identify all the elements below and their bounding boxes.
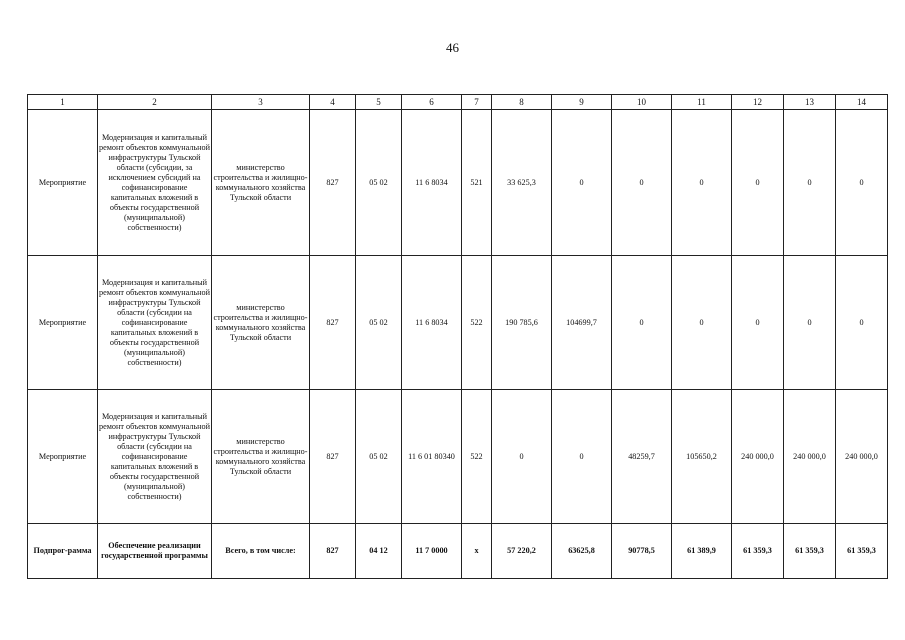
row-executor-cell: министерство строительства и жилищно-коммунального хозяйства Тульской области xyxy=(212,110,310,256)
column-header: 14 xyxy=(836,95,888,110)
column-header: 4 xyxy=(310,95,356,110)
total-type-cell: Подпрог-рамма xyxy=(28,524,98,579)
row-value-cell: 190 785,6 xyxy=(492,256,552,390)
row-type-cell: Мероприятие xyxy=(28,390,98,524)
row-value-cell: 0 xyxy=(836,110,888,256)
row-value-cell: 0 xyxy=(612,110,672,256)
column-header: 1 xyxy=(28,95,98,110)
total-executor-cell: Всего, в том числе: xyxy=(212,524,310,579)
total-grbs-cell: 827 xyxy=(310,524,356,579)
total-value-cell: 57 220,2 xyxy=(492,524,552,579)
row-executor-cell: министерство строительства и жилищно-коммунального хозяйства Тульской области xyxy=(212,390,310,524)
total-rzpr-cell: 04 12 xyxy=(356,524,402,579)
row-value-cell: 0 xyxy=(492,390,552,524)
row-value-cell: 33 625,3 xyxy=(492,110,552,256)
column-header: 10 xyxy=(612,95,672,110)
row-grbs-cell: 827 xyxy=(310,390,356,524)
row-vr-cell: 522 xyxy=(462,390,492,524)
row-value-cell: 0 xyxy=(784,256,836,390)
row-name-cell: Модернизация и капитальный ремонт объектов коммунальной инфраструктуры Тульской области (субсидии, за исключением субсидий на софинансирование капитальных вложений в объекты государственной (муниципальной) собственности) xyxy=(98,110,212,256)
column-header: 12 xyxy=(732,95,784,110)
row-rzpr-cell: 05 02 xyxy=(356,256,402,390)
row-value-cell: 105650,2 xyxy=(672,390,732,524)
row-rzpr-cell: 05 02 xyxy=(356,110,402,256)
row-value-cell: 240 000,0 xyxy=(784,390,836,524)
row-type-cell: Мероприятие xyxy=(28,110,98,256)
row-value-cell: 0 xyxy=(672,256,732,390)
total-vr-cell: х xyxy=(462,524,492,579)
total-value-cell: 90778,5 xyxy=(612,524,672,579)
page-number: 46 xyxy=(446,40,459,55)
table-row xyxy=(28,110,888,256)
table-row xyxy=(28,390,888,524)
row-value-cell: 0 xyxy=(784,110,836,256)
table-header-row xyxy=(28,95,888,110)
total-value-cell: 61 359,3 xyxy=(836,524,888,579)
total-value-cell: 61 389,9 xyxy=(672,524,732,579)
row-csr-cell: 11 6 8034 xyxy=(402,256,462,390)
row-vr-cell: 521 xyxy=(462,110,492,256)
column-header: 8 xyxy=(492,95,552,110)
column-header: 3 xyxy=(212,95,310,110)
row-value-cell: 0 xyxy=(836,256,888,390)
row-csr-cell: 11 6 01 80340 xyxy=(402,390,462,524)
column-header: 7 xyxy=(462,95,492,110)
row-grbs-cell: 827 xyxy=(310,110,356,256)
row-value-cell: 0 xyxy=(732,110,784,256)
total-value-cell: 63625,8 xyxy=(552,524,612,579)
row-csr-cell: 11 6 8034 xyxy=(402,110,462,256)
column-header: 5 xyxy=(356,95,402,110)
row-value-cell: 104699,7 xyxy=(552,256,612,390)
row-value-cell: 0 xyxy=(732,256,784,390)
column-header: 2 xyxy=(98,95,212,110)
row-rzpr-cell: 05 02 xyxy=(356,390,402,524)
total-csr-cell: 11 7 0000 xyxy=(402,524,462,579)
row-value-cell: 48259,7 xyxy=(612,390,672,524)
row-name-cell: Модернизация и капитальный ремонт объектов коммунальной инфраструктуры Тульской области (субсидии на софинансирование капитальных вложений в объекты государственной (муниципальной) собственности) xyxy=(98,256,212,390)
table-row xyxy=(28,256,888,390)
table-total-row xyxy=(28,524,888,579)
total-value-cell: 61 359,3 xyxy=(784,524,836,579)
row-name-cell: Модернизация и капитальный ремонт объектов коммунальной инфраструктуры Тульской области (субсидии на софинансирование капитальных вложений в объекты государственной (муниципальной) собственности) xyxy=(98,390,212,524)
column-header: 11 xyxy=(672,95,732,110)
total-name-cell: Обеспечение реализации государственной программы xyxy=(98,524,212,579)
row-executor-cell: министерство строительства и жилищно-коммунального хозяйства Тульской области xyxy=(212,256,310,390)
row-grbs-cell: 827 xyxy=(310,256,356,390)
row-value-cell: 0 xyxy=(552,390,612,524)
total-value-cell: 61 359,3 xyxy=(732,524,784,579)
budget-table xyxy=(27,94,888,579)
row-type-cell: Мероприятие xyxy=(28,256,98,390)
row-value-cell: 240 000,0 xyxy=(836,390,888,524)
column-header: 9 xyxy=(552,95,612,110)
row-value-cell: 0 xyxy=(552,110,612,256)
row-value-cell: 0 xyxy=(612,256,672,390)
row-value-cell: 240 000,0 xyxy=(732,390,784,524)
column-header: 6 xyxy=(402,95,462,110)
row-value-cell: 0 xyxy=(672,110,732,256)
row-vr-cell: 522 xyxy=(462,256,492,390)
column-header: 13 xyxy=(784,95,836,110)
